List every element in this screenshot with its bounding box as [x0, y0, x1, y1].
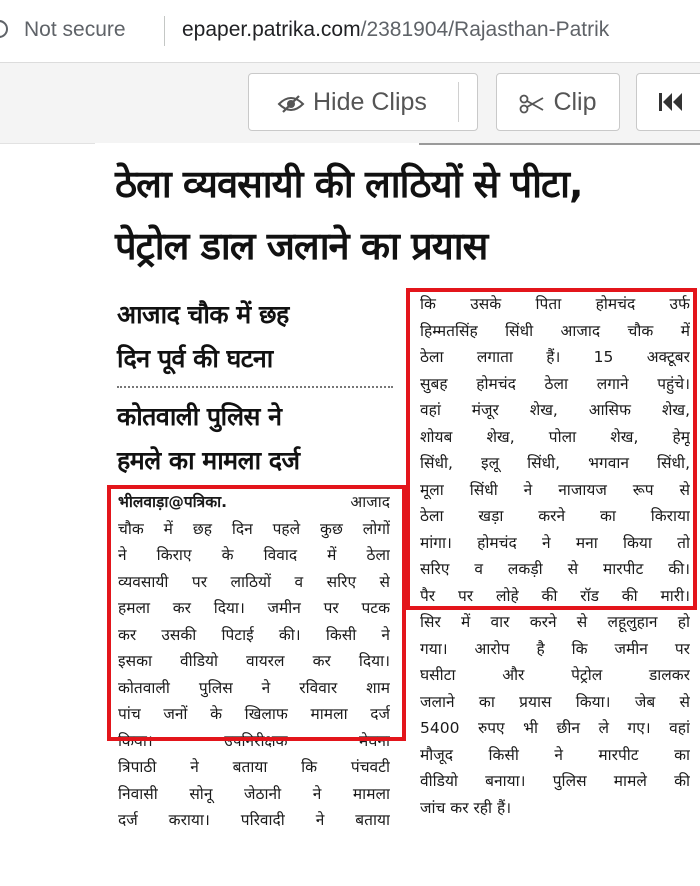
text-line: कोतवाली पुलिस ने रविवार शाम — [118, 678, 390, 697]
text-line: त्रिपाठी ने बताया कि पंचवटी — [118, 758, 390, 776]
text-line: सुबह होमचंद ठेला लगाने पहुंचे। — [420, 374, 690, 393]
url-path: /2381904/Rajasthan-Patrik — [360, 18, 610, 41]
headline-line: ठेला व्यवसायी की लाठियों से पीटा, — [115, 162, 583, 206]
text-line: चौक में छह दिन पहले कुछ लोगों — [118, 519, 390, 538]
hide-clips-label: Hide Clips — [313, 87, 427, 116]
headline[interactable] — [115, 153, 582, 277]
text-line: ठेला खड़ा करने का किराया — [420, 507, 690, 525]
eye-slash-icon — [277, 92, 305, 112]
text-line: हिम्मतसिंह सिंधी आजाद चौक में — [420, 321, 690, 340]
text-line: ने किराए के विवाद में ठेला — [118, 546, 390, 564]
text-line: पांच जनों के खिलाफ मामला दर्ज — [118, 705, 390, 723]
text-line: सरिए व लकड़ी से मारपीट की। — [420, 560, 690, 578]
text-line: गया। आरोप है कि जमीन पर — [420, 639, 690, 658]
line-text: आजाद — [350, 493, 390, 511]
clip-label: Clip — [553, 87, 597, 116]
clip-boundary — [419, 143, 700, 145]
scissors-icon — [519, 92, 545, 112]
text-line: मौजूद किसी ने मारपीट का — [420, 745, 690, 764]
url-host: epaper.patrika.com — [182, 18, 361, 41]
text-line: सिंधी, इलू सिंधी, भगवान सिंधी, — [420, 454, 690, 472]
subheading-line: दिन पूर्व की घटना — [117, 344, 273, 373]
text-line: मांगा। होमचंद ने मना किया तो — [420, 533, 690, 552]
subheading-line: हमले का मामला दर्ज — [117, 446, 300, 475]
subheading — [117, 395, 300, 483]
text-line: पैर पर लोहे की रॉड की मारी। — [420, 586, 690, 605]
text-line: घसीटा और पेट्रोल डालकर — [420, 666, 690, 684]
hide-clips-button[interactable] — [248, 73, 478, 131]
dotted-divider — [117, 386, 393, 388]
address-bar[interactable] — [0, 0, 700, 62]
url-text[interactable] — [182, 18, 609, 42]
text-line: दर्ज कराया। परिवादी ने बताया — [118, 811, 390, 829]
subheading-line: कोतवाली पुलिस ने — [117, 402, 282, 431]
text-line: वीडियो बनाया। पुलिस मामले की — [420, 772, 690, 790]
info-icon[interactable] — [0, 20, 8, 38]
text-line: ठेला लगाता हैं। 15 अक्टूबर — [420, 348, 690, 366]
text-line: शोयब शेख, पोला शेख, हेमू — [420, 427, 690, 446]
text-line: जलाने का प्रयास किया। जेब से — [420, 692, 690, 711]
article-column-left[interactable] — [118, 489, 390, 834]
address-divider — [164, 16, 165, 46]
security-status[interactable]: Not secure — [24, 18, 126, 41]
text-line: कि उसके पिता होमचंद उर्फ — [420, 295, 690, 313]
text-line: मूला सिंधी ने नाजायज रूप से — [420, 480, 690, 499]
subheading — [117, 293, 289, 381]
byline: भीलवाड़ा@पत्रिका. — [118, 493, 228, 511]
skip-to-first-icon — [657, 90, 685, 114]
text-line: किया। उपनिरीक्षक मेघना — [118, 731, 390, 750]
text-line: इसका वीडियो वायरल कर दिया। — [118, 652, 390, 670]
headline-line: पेट्रोल डाल जलाने का प्रयास — [115, 224, 488, 268]
text-line: सिर में वार करने से लहूलुहान हो — [420, 613, 690, 631]
text-line: व्यवसायी पर लाठियों व सरिए से — [118, 572, 390, 591]
button-divider — [458, 82, 459, 122]
text-line: निवासी सोनू जेठानी ने मामला — [118, 784, 390, 803]
article-column-right[interactable] — [420, 291, 690, 821]
epaper-toolbar — [0, 62, 700, 144]
text-line: 5400 रुपए भी छीन ले गए। वहां — [420, 719, 690, 737]
clip-button[interactable] — [496, 73, 620, 131]
text-line: जांच कर रही हैं। — [420, 798, 512, 817]
text-line: वहां मंजूर शेख, आसिफ शेख, — [420, 401, 690, 419]
newspaper-page — [95, 143, 700, 886]
text-line — [118, 489, 390, 516]
first-page-button[interactable] — [636, 73, 700, 131]
text-line: कर उसकी पिटाई की। किसी ने — [118, 625, 390, 644]
text-line: हमला कर दिया। जमीन पर पटक — [118, 599, 390, 617]
subheading-line: आजाद चौक में छह — [117, 300, 289, 329]
